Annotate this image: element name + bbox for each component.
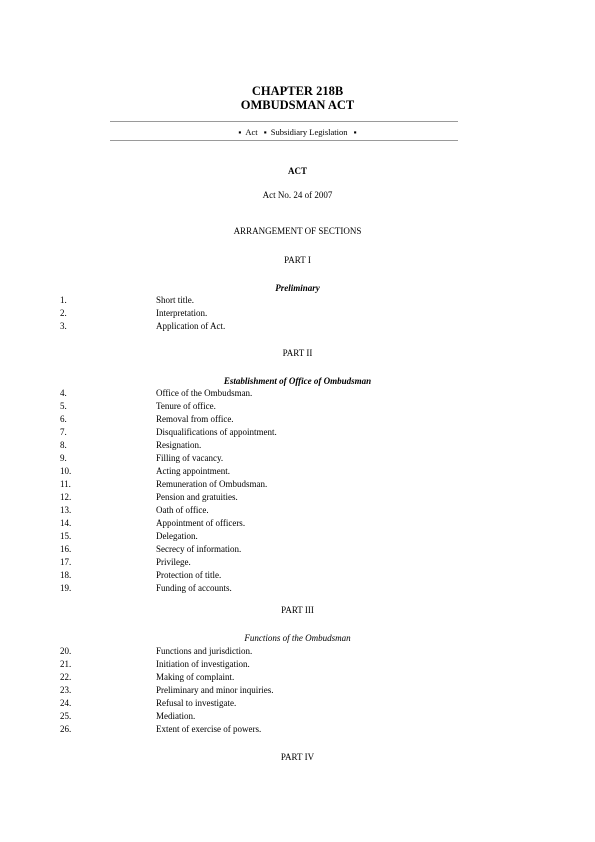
nav-link-act[interactable]: Act <box>245 127 258 137</box>
arrangement-heading: ARRANGEMENT OF SECTIONS <box>233 226 362 236</box>
section-number: 10. <box>60 466 72 476</box>
section-row[interactable] <box>0 557 595 570</box>
section-row[interactable] <box>0 659 595 672</box>
section-title: Interpretation. <box>156 308 208 318</box>
section-row[interactable] <box>0 711 595 724</box>
section-title: Filling of vacancy. <box>156 453 224 463</box>
nav-bullet-icon: ▪ <box>263 127 267 137</box>
section-row[interactable] <box>0 505 595 518</box>
section-title: Privilege. <box>156 557 191 567</box>
part-label: PART III <box>281 605 314 615</box>
chapter-title: CHAPTER 218B <box>251 84 344 98</box>
section-title: Application of Act. <box>156 321 226 331</box>
section-number: 19. <box>60 583 72 593</box>
section-number: 5. <box>60 401 67 411</box>
section-number: 1. <box>60 295 67 305</box>
section-number: 14. <box>60 518 72 528</box>
section-title: Pension and gratuities. <box>156 492 238 502</box>
section-title: Delegation. <box>156 531 198 541</box>
section-title: Preliminary and minor inquiries. <box>156 685 274 695</box>
nav-bullet-icon: ▪ <box>238 127 242 137</box>
section-row[interactable] <box>0 492 595 505</box>
legislation-nav <box>0 127 595 137</box>
section-row[interactable] <box>0 698 595 711</box>
section-title: Remuneration of Ombudsman. <box>156 479 268 489</box>
section-title: Funding of accounts. <box>156 583 232 593</box>
section-title: Initiation of investigation. <box>156 659 250 669</box>
part-heading: Preliminary <box>275 283 320 293</box>
section-row[interactable] <box>0 321 595 334</box>
act-heading: ACT <box>287 166 307 176</box>
part-label: PART I <box>284 255 311 265</box>
section-row[interactable] <box>0 570 595 583</box>
section-number: 23. <box>60 685 72 695</box>
section-row[interactable] <box>0 401 595 414</box>
section-number: 22. <box>60 672 72 682</box>
section-title: Appointment of officers. <box>156 518 246 528</box>
section-row[interactable] <box>0 295 595 308</box>
section-number: 2. <box>60 308 67 318</box>
section-row[interactable] <box>0 672 595 685</box>
section-row[interactable] <box>0 427 595 440</box>
section-row[interactable] <box>0 583 595 596</box>
section-row[interactable] <box>0 308 595 321</box>
section-title: Protection of title. <box>156 570 222 580</box>
section-row[interactable] <box>0 453 595 466</box>
section-number: 6. <box>60 414 67 424</box>
section-number: 4. <box>60 388 67 398</box>
section-title: Refusal to investigate. <box>156 698 237 708</box>
section-title: Making of complaint. <box>156 672 235 682</box>
section-title: Resignation. <box>156 440 202 450</box>
section-number: 12. <box>60 492 72 502</box>
section-title: Short title. <box>156 295 194 305</box>
section-row[interactable] <box>0 518 595 531</box>
section-number: 25. <box>60 711 72 721</box>
section-row[interactable] <box>0 414 595 427</box>
section-row[interactable] <box>0 440 595 453</box>
act-title: OMBUDSMAN ACT <box>240 98 355 112</box>
section-number: 26. <box>60 724 72 734</box>
bottom-divider <box>110 140 458 141</box>
section-row[interactable] <box>0 544 595 557</box>
part-label: PART II <box>282 348 313 358</box>
section-row[interactable] <box>0 685 595 698</box>
section-number: 16. <box>60 544 72 554</box>
section-number: 18. <box>60 570 72 580</box>
nav-link-subsidiary-legislation[interactable]: Subsidiary Legislation <box>270 127 348 137</box>
nav-bullet-icon: ▪ <box>353 127 357 137</box>
section-number: 13. <box>60 505 72 515</box>
section-title: Removal from office. <box>156 414 234 424</box>
section-number: 9. <box>60 453 67 463</box>
section-title: Acting appointment. <box>156 466 230 476</box>
section-number: 11. <box>60 479 71 489</box>
section-row[interactable] <box>0 466 595 479</box>
part-heading: Establishment of Office of Ombudsman <box>223 376 372 386</box>
section-title: Functions and jurisdiction. <box>156 646 253 656</box>
section-number: 20. <box>60 646 72 656</box>
section-number: 7. <box>60 427 67 437</box>
section-number: 15. <box>60 531 72 541</box>
section-title: Mediation. <box>156 711 196 721</box>
section-title: Oath of office. <box>156 505 209 515</box>
part-label: PART IV <box>280 752 315 762</box>
section-row[interactable] <box>0 531 595 544</box>
section-number: 8. <box>60 440 67 450</box>
top-divider <box>110 121 458 122</box>
section-number: 17. <box>60 557 72 567</box>
section-title: Tenure of office. <box>156 401 216 411</box>
part-heading: Functions of the Ombudsman <box>244 633 351 643</box>
act-number: Act No. 24 of 2007 <box>262 190 333 200</box>
section-number: 24. <box>60 698 72 708</box>
section-title: Extent of exercise of powers. <box>156 724 262 734</box>
section-row[interactable] <box>0 388 595 401</box>
section-number: 21. <box>60 659 72 669</box>
section-title: Office of the Ombudsman. <box>156 388 253 398</box>
section-title: Secrecy of information. <box>156 544 242 554</box>
section-row[interactable] <box>0 646 595 659</box>
section-row[interactable] <box>0 479 595 492</box>
section-title: Disqualifications of appointment. <box>156 427 277 437</box>
section-number: 3. <box>60 321 67 331</box>
section-row[interactable] <box>0 724 595 737</box>
